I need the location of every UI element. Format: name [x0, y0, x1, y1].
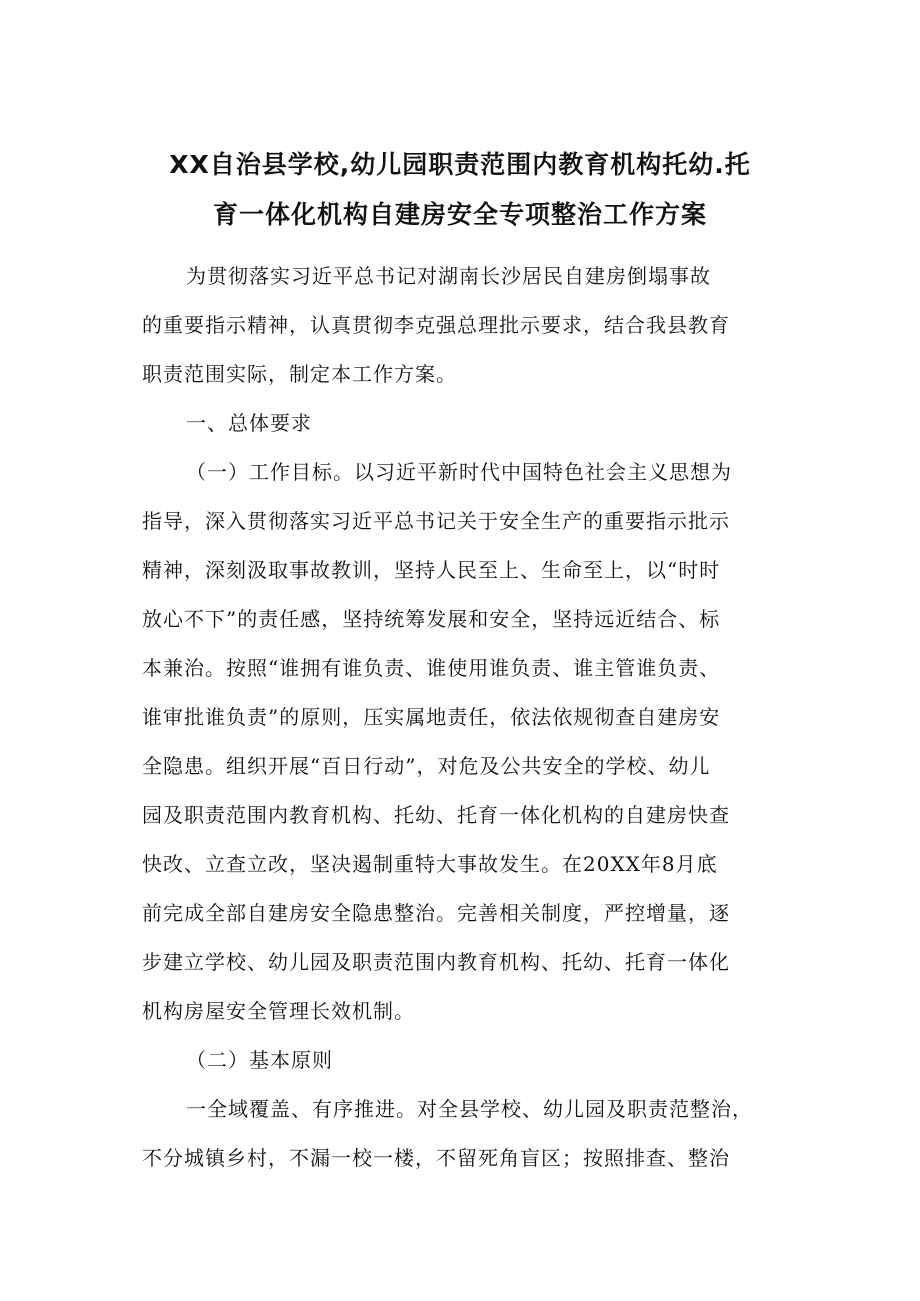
paragraph-line: 一全域覆盖、有序推进。对全县学校、幼儿园及职责范整治，	[186, 1097, 753, 1121]
paragraph-line: 指导，深入贯彻落实习近平总书记关于安全生产的重要指示批示	[142, 509, 730, 533]
paragraph-line: 本兼治。按照“谁拥有谁负责、谁使用谁负责、谁主管谁负责、	[142, 656, 721, 680]
paragraph-line: 为贯彻落实习近平总书记对湖南长沙居民自建房倒塌事故	[186, 264, 711, 288]
paragraph-line: 前完成全部自建房安全隐患整治。完善相关制度，严控增量，逐	[142, 901, 730, 925]
section-heading: 一、总体要求	[186, 411, 312, 435]
paragraph-line: 园及职责范围内教育机构、托幼、托育一体化机构的自建房快查	[142, 803, 730, 827]
title-line-1: XX自治县学校,幼儿园职责范围内教育机构托幼.托	[169, 150, 751, 179]
paragraph-line: 放心不下”的责任感，坚持统筹发展和安全，坚持远近结合、标	[142, 607, 721, 631]
paragraph-line: 职责范围实际，制定本工作方案。	[142, 362, 457, 386]
document-title	[120, 140, 800, 240]
paragraph-line: 步建立学校、幼儿园及职责范围内教育机构、托幼、托育一体化	[142, 950, 730, 974]
paragraph-line: 不分城镇乡村，不漏一校一楼，不留死角盲区；按照排查、整治	[142, 1146, 730, 1170]
paragraph-line: （一）工作目标。以习近平新时代中国特色社会主义思想为	[186, 460, 732, 484]
paragraph-line: 快改、立查立改，坚决遏制重特大事故发生。在20XX年8月底	[142, 852, 718, 876]
subsection-heading: （二）基本原则	[186, 1048, 333, 1072]
paragraph-line: 的重要指示精神，认真贯彻李克强总理批示要求，结合我县教育	[142, 313, 730, 337]
paragraph-line: 机构房屋安全管理长效机制。	[142, 999, 415, 1023]
paragraph-line: 精神，深刻汲取事故教训，坚持人民至上、生命至上，以“时时	[142, 558, 721, 582]
paragraph-line: 谁审批谁负责”的原则，压实属地责任，依法依规彻查自建房安	[142, 705, 721, 729]
title-line-2: 育一体化机构自建房安全专项整治工作方案	[212, 200, 707, 229]
paragraph-line: 全隐患。组织开展“百日行动”，对危及公共安全的学校、幼儿	[142, 754, 711, 778]
